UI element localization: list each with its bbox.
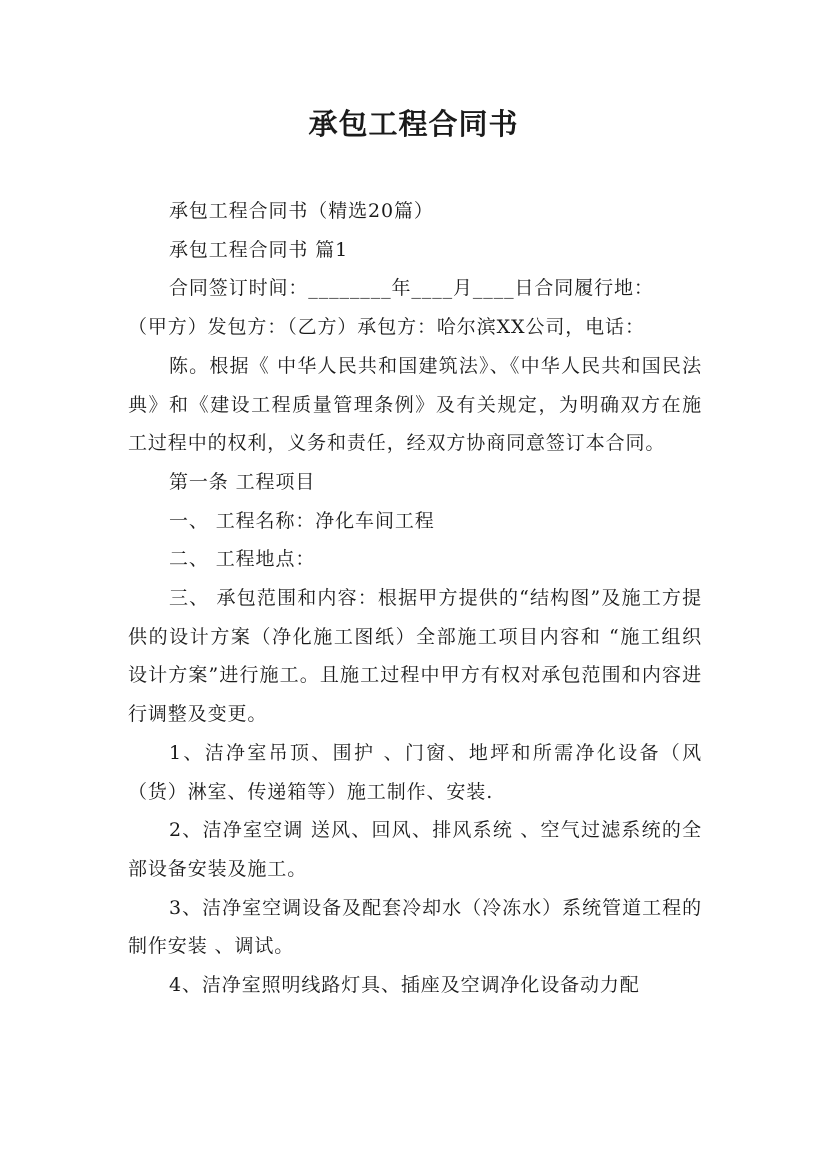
paragraph-basis: 陈。根据《 中华人民共和国建筑法》、《中华人民共和国民法典》和《建设工程质量管理条例》及有关规定，为明确双方在施工过程中的权利，义务和责任，经双方协商同意签订本合同。 bbox=[128, 354, 702, 455]
paragraph-item-1: 1、洁净室吊顶、围护 、门窗、地坪和所需净化设备（风（货）淋室、传递箱等）施工制作、安装. bbox=[128, 741, 702, 803]
paragraph-project-location: 二、 工程地点： bbox=[169, 548, 316, 571]
paragraph-scope: 三、 承包范围和内容：根据甲方提供的“结构图”及施工方提供的设计方案（净化施工图纸）全部施工项目内容和 “施工组织设计方案”进行施工。且施工过程中甲方有权对承包范围和内容进行调整及变更。 bbox=[128, 587, 702, 726]
paragraph-subtitle: 承包工程合同书（精选20篇） bbox=[169, 200, 434, 222]
paragraph-project-name: 一、 工程名称：净化车间工程 bbox=[169, 509, 435, 532]
paragraph-item-3: 3、洁净室空调设备及配套冷却水（冷冻水）系统管道工程的制作安装 、调试。 bbox=[128, 896, 702, 958]
paragraph-item-4: 4、洁净室照明线路灯具、插座及空调净化设备动力配 bbox=[169, 974, 640, 997]
paragraph-item-2: 2、洁净室空调 送风、回风、排风系统 、空气过滤系统的全部设备安装及施工。 bbox=[128, 819, 702, 880]
document-title: 承包工程合同书 bbox=[308, 107, 519, 141]
paragraph-article-1: 第一条 工程项目 bbox=[169, 470, 316, 493]
paragraph-parties: （甲方）发包方：（乙方）承包方：哈尔滨XX公司，电话： bbox=[128, 316, 645, 339]
document-body bbox=[128, 192, 702, 1005]
paragraph-sign-date: 合同签订时间：________年____月____日合同履行地： bbox=[169, 277, 654, 300]
paragraph-section-heading: 承包工程合同书 篇1 bbox=[169, 238, 349, 261]
